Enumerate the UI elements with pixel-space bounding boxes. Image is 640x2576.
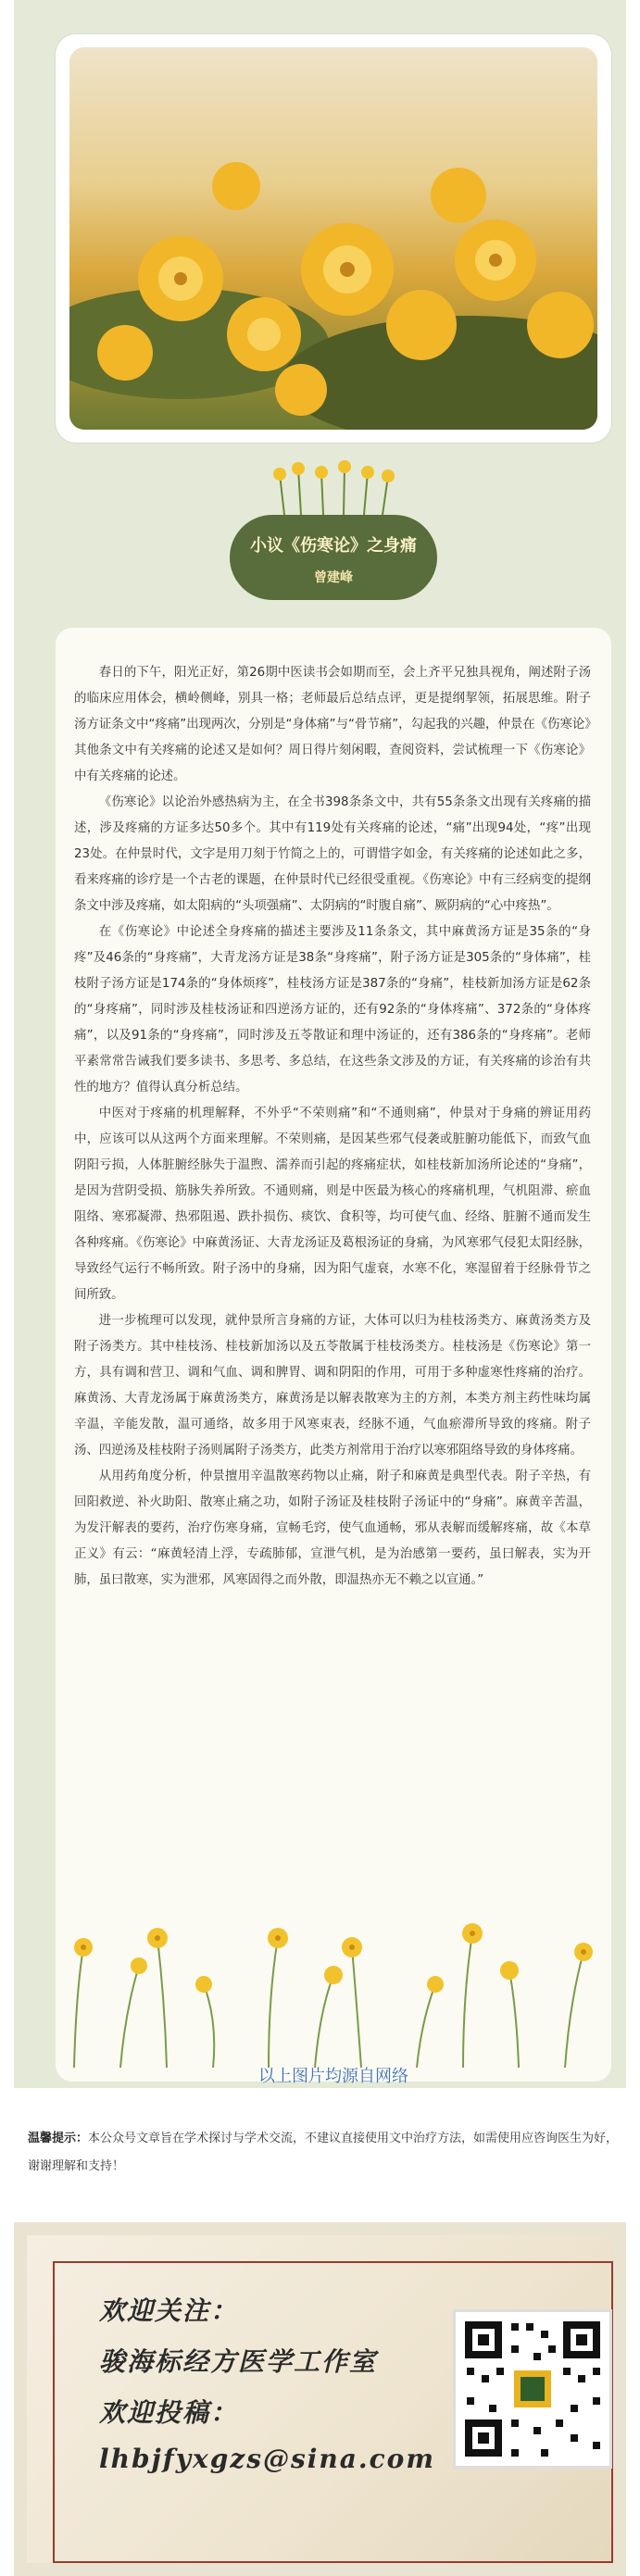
qr-code-icon — [456, 2312, 609, 2466]
article-body — [74, 660, 591, 1594]
banner-follow-label: 欢迎关注： — [99, 2295, 239, 2326]
banner-submission-label: 欢迎投稿： — [99, 2397, 239, 2428]
small-flowers-ornament — [266, 456, 401, 515]
article-title: 小议《伤寒论》之身痛 — [250, 536, 417, 556]
paragraph: 《伤寒论》以论治外感热病为主，在全书398条条文中，共有55条条文出现有关疼痛的描述，涉及疼痛的方证多达50多个。其中有119处有关疼痛的论述，“痛”出现94处，“疼”出现23处。在仲景时代，文字是用刀刻于竹简之上的，可谓惜字如金，有关疼痛的论述如此之多，看来疼痛的诊疗是一个古老的课题，在仲景时代已经很受重视。《伤寒论》中有三经病变的提纲条文中涉及疼痛，如太阳病的“头项强痛”、太阴病的“时腹自痛”、厥阴病的“心中疼热”。 — [74, 795, 591, 913]
title-badge — [230, 515, 437, 600]
paragraph: 进一步梳理可以发现，就仲景所言身痛的方证，大体可以归为桂枝汤类方、麻黄汤类方及附子汤类方。其中桂枝汤、桂枝新加汤以及五苓散属于桂枝汤类方。桂枝汤是《伤寒论》第一方，具有调和营卫、调和气血、调和脾胃、调和阴阳的作用，可用于多种虚寒性疼痛的治疗。麻黄汤、大青龙汤属于麻黄汤类方，麻黄汤是以解表散寒为主的方剂，本类方剂主药性味均属辛温，辛能发散，温可通络，故多用于风寒束表，经脉不通，气血瘀滞所导致的疼痛。附子汤、四逆汤及桂枝附子汤则属附子汤类方，此类方剂常用于治疗以寒邪阻络导致的身体疼痛。 — [74, 1314, 591, 1457]
article-background — [14, 0, 626, 2088]
flower-meadow-illustration — [56, 1882, 611, 2068]
article-author: 曾建峰 — [314, 570, 353, 585]
paragraph: 在《伤寒论》中论述全身疼痛的描述主要涉及11条条文，其中麻黄汤方证是35条的“身疼”及46条的“身疼痛”，大青龙汤方证是38条“身疼痛”，附子汤方证是305条的“身体痛”，桂枝附子汤方证是174条的“身体烦疼”，桂枝汤方证是387条的“身痛”，桂枝新加汤方证是62条的“身疼痛”，同时涉及桂枝汤证和四逆汤方证的，还有92条的“身体疼痛”、372条的“身体疼痛”，以及91条的“身疼痛”，同时涉及五苓散证和理中汤证的，还有386条的“身疼痛”。老师平素常常告诫我们要多读书、多思考、多总结，在这些条文涉及的方证，有关疼痛的诊治有共性的地方？值得认真分析总结。 — [74, 925, 591, 1094]
banner-email: lhbjfyxgzs@sina.com — [99, 2444, 435, 2474]
flower-illustration — [69, 47, 597, 430]
qr-code-image — [453, 2309, 612, 2469]
follow-banner — [14, 2222, 626, 2576]
banner-studio-name: 骏海标经方医学工作室 — [99, 2346, 378, 2377]
cover-photo-yellow-flowers — [69, 47, 597, 430]
disclaimer-text: 本公众号文章旨在学术探讨与学术交流，不建议直接使用文中治疗方法，如需使用应咨询医生为好，谢谢理解和支持！ — [28, 2132, 619, 2173]
article-card — [56, 628, 611, 2086]
paragraph: 从用药角度分析，仲景擅用辛温散寒药物以止痛，附子和麻黄是典型代表。附子辛热，有回阳救逆、补火助阳、散寒止痛之功，如附子汤证及桂枝附子汤证中的“身痛”。麻黄辛苦温，为发汗解表的要药，治疗伤寒身痛，宣畅毛窍，使气血通畅，邪从表解而缓解疼痛，故《本草正义》有云：“麻黄轻清上浮，专疏肺郁，宣泄气机，是为治感第一要药，虽曰解表，实为开肺，虽曰散寒，实为泄邪，风寒固得之而外散，即温热亦无不赖之以宣通。” — [74, 1469, 591, 1587]
cover-photo-frame — [56, 34, 611, 443]
paragraph: 中医对于疼痛的机理解释，不外乎“不荣则痛”和“不通则痛”，仲景对于身痛的辨证用药中，应该可以从这两个方面来理解。不荣则痛，是因某些邪气侵袭或脏腑功能低下，而致气血阴阳亏损，人体脏腑经脉失于温煦、濡养而引起的疼痛症状，如桂枝新加汤所论述的“身痛”，是因为营阴受损、筋脉失养所致。不通则痛，则是中医最为核心的疼痛机理，气机阻滞、瘀血阻络、寒邪凝滞、热邪阻遏、跌扑损伤、痰饮、食积等，均可使气血、经络、脏腑不通而发生各种疼痛。《伤寒论》中麻黄汤证、大青龙汤证及葛根汤证的身痛，为风寒邪气侵犯太阳经脉，导致经气运行不畅所致。附子汤中的身痛，因为阳气虚衰，水寒不化，寒湿留着于经脉骨节之间所致。 — [74, 1107, 591, 1302]
banner-paper — [27, 2235, 613, 2563]
disclaimer-label: 温馨提示： — [28, 2132, 89, 2145]
image-source-caption: 以上图片均源自网络 — [258, 2067, 408, 2086]
paragraph: 春日的下午，阳光正好，第26期中医读书会如期而至，会上齐平兄独具视角，阐述附子汤的临床应用体会，横岭侧峰，别具一格；老师最后总结点评，更是提纲挈领，拓展思维。附子汤方证条文中“疼痛”出现两次，分别是“身体痛”与“骨节痛”，勾起我的兴趣，仲景在《伤寒论》其他条文中有关疼痛的论述又是如何？周日得片刻闲暇，查阅资料，尝试梳理一下《伤寒论》中有关疼痛的论述。 — [74, 666, 591, 783]
disclaimer — [28, 2125, 621, 2181]
